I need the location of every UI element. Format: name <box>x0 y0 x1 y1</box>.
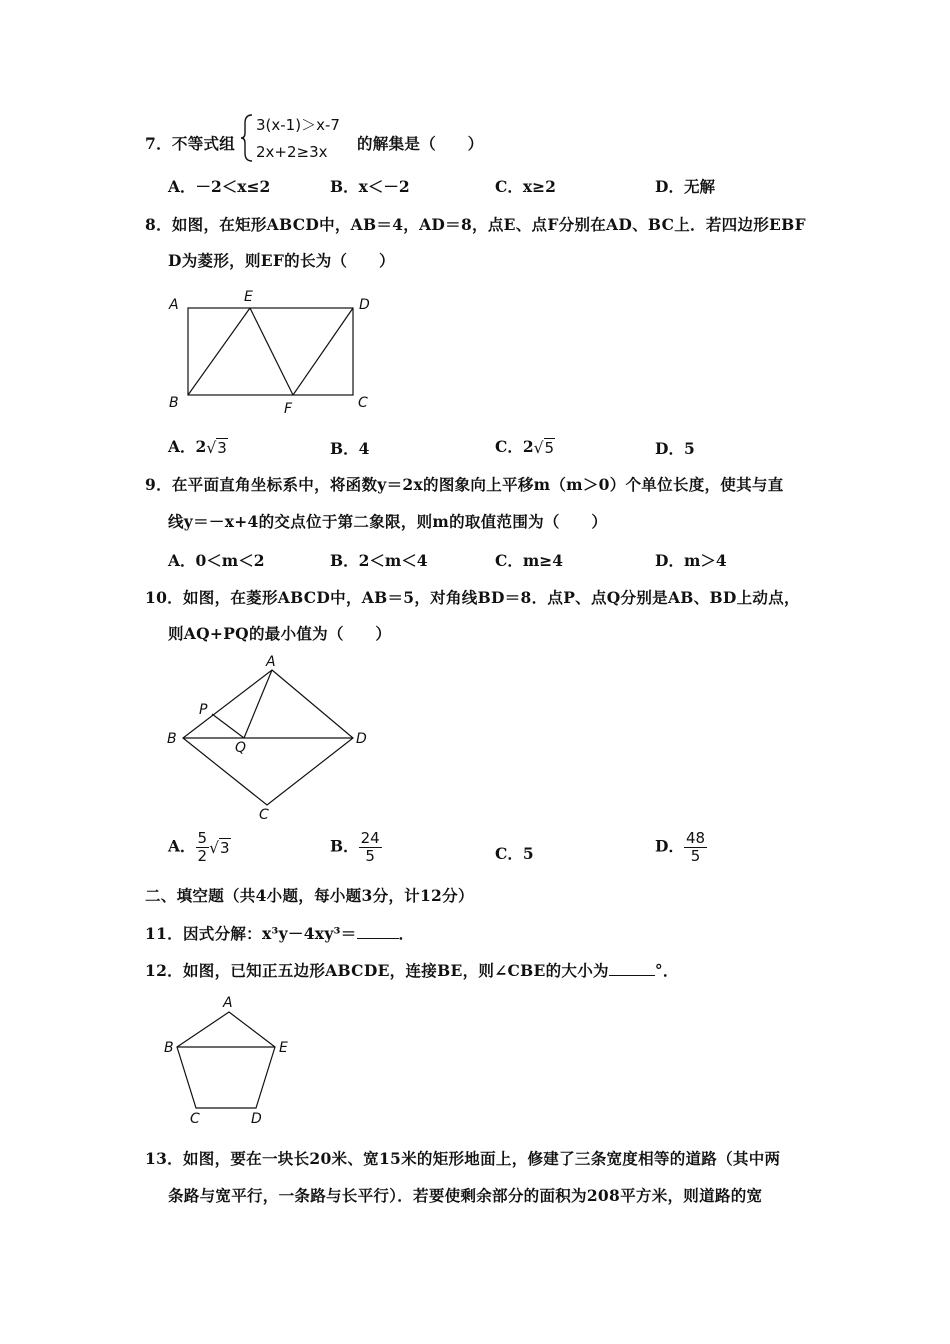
q8-label-e: E <box>244 289 253 305</box>
q10-line2: 则AQ+PQ的最小值为（ ） <box>168 624 392 643</box>
q7-number: 7．不等式组 <box>145 134 236 153</box>
q9-option-c: C．m≥4 <box>495 551 564 570</box>
q7-option-d: D．无解 <box>655 177 715 196</box>
q10-label-d: D <box>356 731 367 747</box>
q8-label-a: A <box>169 297 179 313</box>
q12-label-c: C <box>190 1111 200 1127</box>
q12-text: 12．如图，已知正五边形ABCDE，连接BE，则∠CBE的大小为 °． <box>145 961 679 980</box>
q8-option-d: D．5 <box>655 439 695 458</box>
q9-option-a: A．0＜m＜2 <box>168 551 265 570</box>
q8-line2: D为菱形，则EF的长为（ ） <box>168 251 395 270</box>
q7-inequality-1: 3(x-1)＞x-7 <box>256 116 340 134</box>
q10-option-d: D． $\frac{48}{5}$ <box>655 829 706 865</box>
q11-answer-blank <box>357 938 399 939</box>
q7-option-b: B．x＜－2 <box>330 177 410 196</box>
q7-inequality-2: 2x+2≥3x <box>256 143 328 161</box>
q10-line1: 10．如图，在菱形ABCD中，AB＝5，对角线BD＝8．点P、点Q分别是AB、BD上动点， <box>145 588 800 607</box>
q8-option-c: C．2√5 <box>495 437 555 457</box>
q12-pentagon-figure <box>160 990 310 1134</box>
q10-label-p: P <box>199 702 208 718</box>
q10-label-c: C <box>259 807 269 823</box>
q12-label-e: E <box>279 1040 288 1056</box>
q8-line1: 8．如图，在矩形ABCD中，AB＝4，AD＝8，点E、点F分别在AD、BC上．若四边形EBF <box>145 215 806 234</box>
q7-option-c: C．x≥2 <box>495 177 556 196</box>
q13-line1: 13．如图，要在一块长20米、宽15米的矩形地面上，修建了三条宽度相等的道路（其中两 <box>145 1149 781 1168</box>
q10-option-a: A． $\frac{5}{2}$ √3 <box>168 829 230 865</box>
q10-label-b: B <box>167 731 177 747</box>
q12-answer-blank <box>609 975 655 976</box>
q12-label-d: D <box>251 1111 262 1127</box>
q12-label-b: B <box>164 1040 174 1056</box>
q8-label-b: B <box>169 395 179 411</box>
q13-line2: 条路与宽平行，一条路与长平行）．若要使剩余部分的面积为208平方米，则道路的宽 <box>168 1186 763 1205</box>
q10-label-a: A <box>266 654 276 670</box>
q12-label-a: A <box>223 995 233 1011</box>
q9-option-d: D．m＞4 <box>655 551 727 570</box>
q10-rhombus-figure <box>160 650 390 834</box>
q8-option-b: B．4 <box>330 439 370 458</box>
q7-tail: 的解集是（ ） <box>357 134 484 153</box>
q8-rectangle-figure <box>160 285 390 424</box>
q8-label-d: D <box>359 297 370 313</box>
q7-option-a: A．－2＜x≤2 <box>168 177 271 196</box>
q10-option-c: C．5 <box>495 844 534 863</box>
section-2-heading: 二、填空题（共4小题，每小题3分，计12分） <box>145 886 474 905</box>
q8-label-c: C <box>358 395 368 411</box>
q10-option-b: B． $\frac{24}{5}$ <box>330 829 380 865</box>
q10-label-q: Q <box>235 740 247 756</box>
q9-option-b: B．2＜m＜4 <box>330 551 428 570</box>
q8-label-f: F <box>284 401 293 417</box>
q9-line2: 线y＝－x+4的交点位于第二象限，则m的取值范围为（ ） <box>168 512 608 531</box>
q9-line1: 9．在平面直角坐标系中，将函数y＝2x的图象向上平移m（m＞0）个单位长度，使其与直 <box>145 475 784 494</box>
q11-text: 11．因式分解：x³y－4xy³＝ ． <box>145 924 415 943</box>
system-brace <box>240 113 254 163</box>
q8-option-a: A．2√3 <box>168 437 227 457</box>
